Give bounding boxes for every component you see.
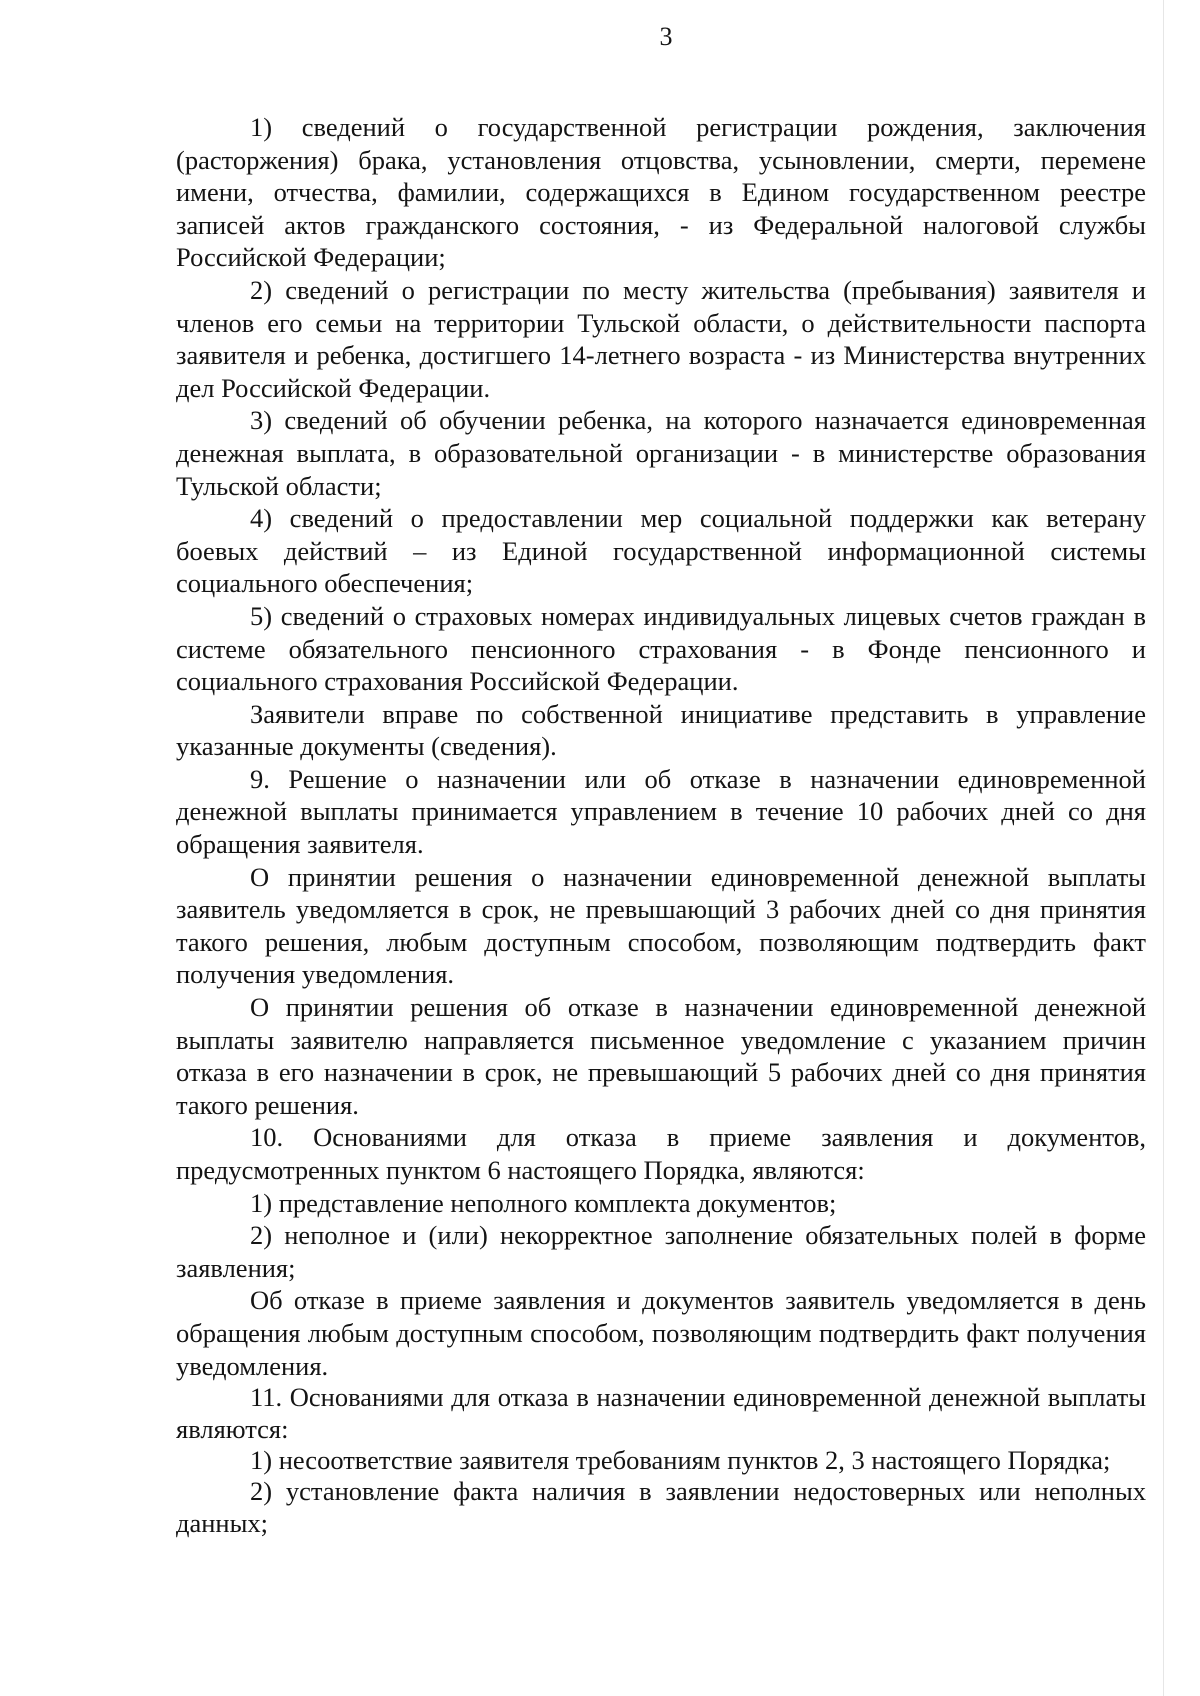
paragraph-section-10-grounds: 10. Основаниями для отказа в приеме заявления и документов, предусмотренных пунктом 6 настоящего Порядка, являются: bbox=[176, 1122, 1146, 1185]
page-edge-line bbox=[1163, 0, 1164, 1696]
document-body bbox=[176, 111, 1146, 1539]
paragraph-item-2-residence-registration: 2) сведений о регистрации по месту жительства (пребывания) заявителя и членов его семьи на территории Тульской области, о действительности паспорта заявителя и ребенка, достигшего 14-летнего возраста - из Министерства внутренних дел Российской Федерации. bbox=[176, 274, 1146, 403]
paragraph-ground-nonconformity: 1) несоответствие заявителя требованиям пунктов 2, 3 настоящего Порядка; bbox=[250, 1444, 1111, 1475]
paragraph-item-5-insurance-numbers: 5) сведений о страховых номерах индивидуальных лицевых счетов граждан в системе обязательного пенсионного страхования - в Фонде пенсионного и социального страхования Российской Федерации. bbox=[176, 600, 1146, 697]
paragraph-section-11-grounds: 11. Основаниями для отказа в назначении единовременной денежной выплаты являются: bbox=[176, 1382, 1146, 1444]
paragraph-approval-notice: О принятии решения о назначении единовременной денежной выплаты заявитель уведомляется в срок, не превышающий 3 рабочих дней со дня принятия такого решения, любым доступным способом, позволяющим подтвердить факт получения уведомления. bbox=[176, 861, 1146, 990]
paragraph-applicant-initiative: Заявители вправе по собственной инициативе представить в управление указанные документы (сведения). bbox=[176, 698, 1146, 762]
paragraph-refusal-notice: О принятии решения об отказе в назначении единовременной денежной выплаты заявителю направляется письменное уведомление с указанием причин отказа в его назначении в срок, не превышающий 5 рабочих дней со дня принятия такого решения. bbox=[176, 992, 1146, 1120]
paragraph-item-1-birth-registration: 1) сведений о государственной регистрации рождения, заключения (расторжения) брака, установления отцовства, усыновлении, смерти, перемене имени, отчества, фамилии, содержащихся в Едином государственном реестре записей актов гражданского состояния, - из Федеральной налоговой службы Российской Федерации; bbox=[176, 112, 1146, 273]
paragraph-ground-incomplete-documents: 1) представление неполного комплекта документов; bbox=[250, 1187, 837, 1218]
paragraph-ground-incorrect-fields: 2) неполное и (или) некорректное заполнение обязательных полей в форме заявления; bbox=[176, 1220, 1146, 1283]
paragraph-section-9-decision: 9. Решение о назначении или об отказе в назначении единовременной денежной выплаты принимается управлением в течение 10 рабочих дней со дня обращения заявителя. bbox=[176, 763, 1146, 860]
paragraph-ground-inaccurate-data: 2) установление факта наличия в заявлении недостоверных или неполных данных; bbox=[176, 1476, 1146, 1538]
paragraph-item-3-child-education: 3) сведений об обучении ребенка, на которого назначается единовременная денежная выплата, в образовательной организации - в министерстве образования Тульской области; bbox=[176, 405, 1146, 501]
paragraph-acceptance-refusal-notice: Об отказе в приеме заявления и документов заявитель уведомляется в день обращения любым доступным способом, позволяющим подтвердить факт получения уведомления. bbox=[176, 1285, 1146, 1381]
page-number: 3 bbox=[659, 22, 673, 51]
paragraph-item-4-veteran-support: 4) сведений о предоставлении мер социальной поддержки как ветерану боевых действий – из Единой государственной информационной системы социального обеспечения; bbox=[176, 503, 1146, 599]
